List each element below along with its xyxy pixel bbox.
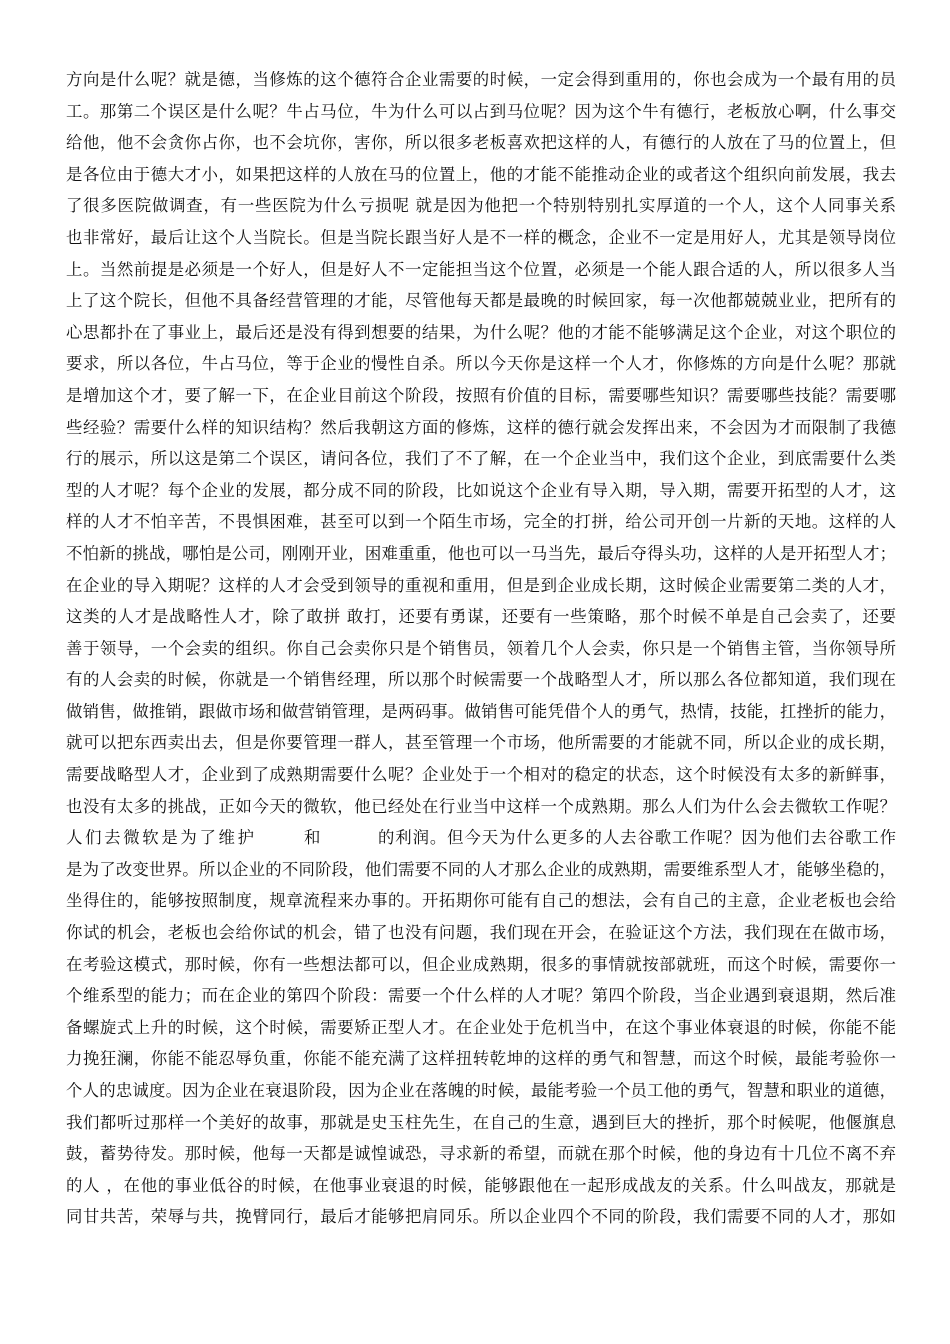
text-line: 力挽狂澜，你能不能忍辱负重，你能不能充满了这样扭转乾坤的这样的勇气和智慧，而这个时候，最能考验你一 <box>66 1049 896 1069</box>
text-line: 的人 ，在他的事业低谷的时候，在他事业衰退的时候，能够跟他在一起形成战友的关系。什么叫战友，那就是 <box>66 1175 896 1195</box>
text-line: 同甘共苦，荣辱与共，挽臂同行，最后才能够把肩同乐。所以企业四个不同的阶段，我们需要不同的人才，那如 <box>66 1207 896 1227</box>
text-line: 坐得住的，能够按照制度，规章流程来办事的。开拓期你可能有自己的想法，会有自己的主意，企业老板也会给 <box>66 891 896 911</box>
text-line: 善于领导，一个会卖的组织。你自己会卖你只是个销售员，领着几个人会卖，你只是一个销售主管，当你领导所 <box>66 638 896 658</box>
text-line: 在考验这模式，那时候，你有一些想法都可以，但企业成熟期，很多的事情就按部就班，而这个时候，需要你一 <box>66 954 896 974</box>
text-line: 个维系型的能力；而在企业的第四个阶段：需要一个什么样的人才呢？第四个阶段，当企业遇到衰退期，然后准 <box>66 986 896 1006</box>
text-line: 是为了改变世界。所以企业的不同阶段，他们需要不同的人才那么企业的成熟期，需要维系型人才，能够坐稳的， <box>66 859 896 879</box>
text-line: 心思都扑在了事业上，最后还是没有得到想要的结果，为什么呢？他的才能不能够满足这个企业，对这个职位的 <box>66 322 896 342</box>
text-line-split <box>66 822 896 854</box>
text-line: 有的人会卖的时候，你就是一个销售经理，所以那个时候需要一个战略型人才，所以那么各位都知道，我们现在 <box>66 670 896 690</box>
text-line: 也非常好，最后让这个人当院长。但是当院长跟当好人是不一样的概念，企业不一定是用好人，尤其是领导岗位 <box>66 227 896 247</box>
text-segment: 和 <box>304 828 321 848</box>
text-line: 了很多医院做调查，有一些医院为什么亏损呢 就是因为他把一个特别特别扎实厚道的一个人，这个人同事关系 <box>66 196 896 216</box>
text-line: 型的人才呢？每个企业的发展，都分成不同的阶段，比如说这个企业有导入期，导入期，需要开拓型的人才，这 <box>66 480 896 500</box>
text-line: 这类的人才是战略性人才，除了敢拼 敢打，还要有勇谋，还要有一些策略，那个时候不单是自己会卖了，还要 <box>66 607 896 627</box>
text-segment: 人们去微软是为了维护 <box>66 828 254 848</box>
text-line: 给他，他不会贪你占你，也不会坑你，害你，所以很多老板喜欢把这样的人，有德行的人放在了马的位置上，但 <box>66 133 896 153</box>
text-line: 上。当然前提是必须是一个好人，但是好人不一定能担当这个位置，必须是一个能人跟合适的人，所以很多人当 <box>66 259 896 279</box>
text-line: 个人的忠诚度。因为企业在衰退阶段，因为企业在落魄的时候，最能考验一个员工他的勇气，智慧和职业的道德， <box>66 1081 896 1100</box>
text-line: 我们都听过那样一个美好的故事，那就是史玉柱先生，在自己的生意，遇到巨大的挫折，那个时候呢，他偃旗息 <box>66 1112 896 1132</box>
text-line: 需要战略型人才，企业到了成熟期需要什么呢？企业处于一个相对的稳定的状态，这个时候没有太多的新鲜事， <box>66 765 896 785</box>
text-line: 是各位由于德大才小，如果把这样的人放在马的位置上，他的才能不能推动企业的或者这个组织向前发展，我去 <box>66 164 896 184</box>
text-line: 鼓，蓄势待发。那时候，他每一天都是诚惶诚恐，寻求新的希望，而就在那个时候，他的身边有十几位不离不弃 <box>66 1144 896 1164</box>
text-line: 做销售，做推销，跟做市场和做营销管理，是两码事。做销售可能凭借个人的勇气，热情，技能，扛挫折的能力， <box>66 701 896 721</box>
text-line: 行的展示，所以这是第二个误区，请问各位，我们了不了解，在一个企业当中，我们这个企业，到底需要什么类 <box>66 449 896 469</box>
text-line: 方向是什么呢？就是德，当修炼的这个德符合企业需要的时候，一定会得到重用的，你也会成为一个最有用的员 <box>66 70 896 89</box>
text-line: 些经验？需要什么样的知识结构？然后我朝这方面的修炼，这样的德行就会发挥出来，不会因为才而限制了我德 <box>66 417 896 437</box>
text-line: 备螺旋式上升的时候，这个时候，需要矫正型人才。在企业处于危机当中，在这个事业体衰退的时候，你能不能 <box>66 1017 896 1037</box>
text-line: 要求，所以各位，牛占马位，等于企业的慢性自杀。所以今天你是这样一个人才，你修炼的方向是什么呢？那就 <box>66 354 896 374</box>
text-line: 工。那第二个误区是什么呢？牛占马位，牛为什么可以占到马位呢？因为这个牛有德行，老板放心啊，什么事交 <box>66 101 896 121</box>
text-line: 不怕新的挑战，哪怕是公司，刚刚开业，困难重重，他也可以一马当先，最后夺得头功，这样的人是开拓型人才； <box>66 543 896 563</box>
text-line: 上了这个院长，但他不具备经营管理的才能，尽管他每天都是最晚的时候回家，每一次他都兢兢业业，把所有的 <box>66 291 896 311</box>
document-body <box>66 64 896 1233</box>
text-line: 也没有太多的挑战，正如今天的微软，他已经处在行业当中这样一个成熟期。那么人们为什么会去微软工作呢？ <box>66 796 896 816</box>
text-line: 你试的机会，老板也会给你试的机会，错了也没有问题，我们现在开会，在验证这个方法，我们现在在做市场， <box>66 923 896 943</box>
text-line: 在企业的导入期呢？这样的人才会受到领导的重视和重用，但是到企业成长期，这时候企业需要第二类的人才， <box>66 575 896 595</box>
text-line: 是增加这个才，要了解一下，在企业目前这个阶段，按照有价值的目标，需要哪些知识？需要哪些技能？需要哪 <box>66 385 896 405</box>
text-line: 就可以把东西卖出去，但是你要管理一群人，甚至管理一个市场，他所需要的才能就不同，所以企业的成长期， <box>66 733 896 753</box>
text-segment: 的利润。但今天为什么更多的人去谷歌工作呢？因为他们去谷歌工作 <box>378 828 896 848</box>
text-line: 样的人才不怕辛苦，不畏惧困难，甚至可以到一个陌生市场，完全的打拼，给公司开创一片新的天地。这样的人 <box>66 512 896 532</box>
